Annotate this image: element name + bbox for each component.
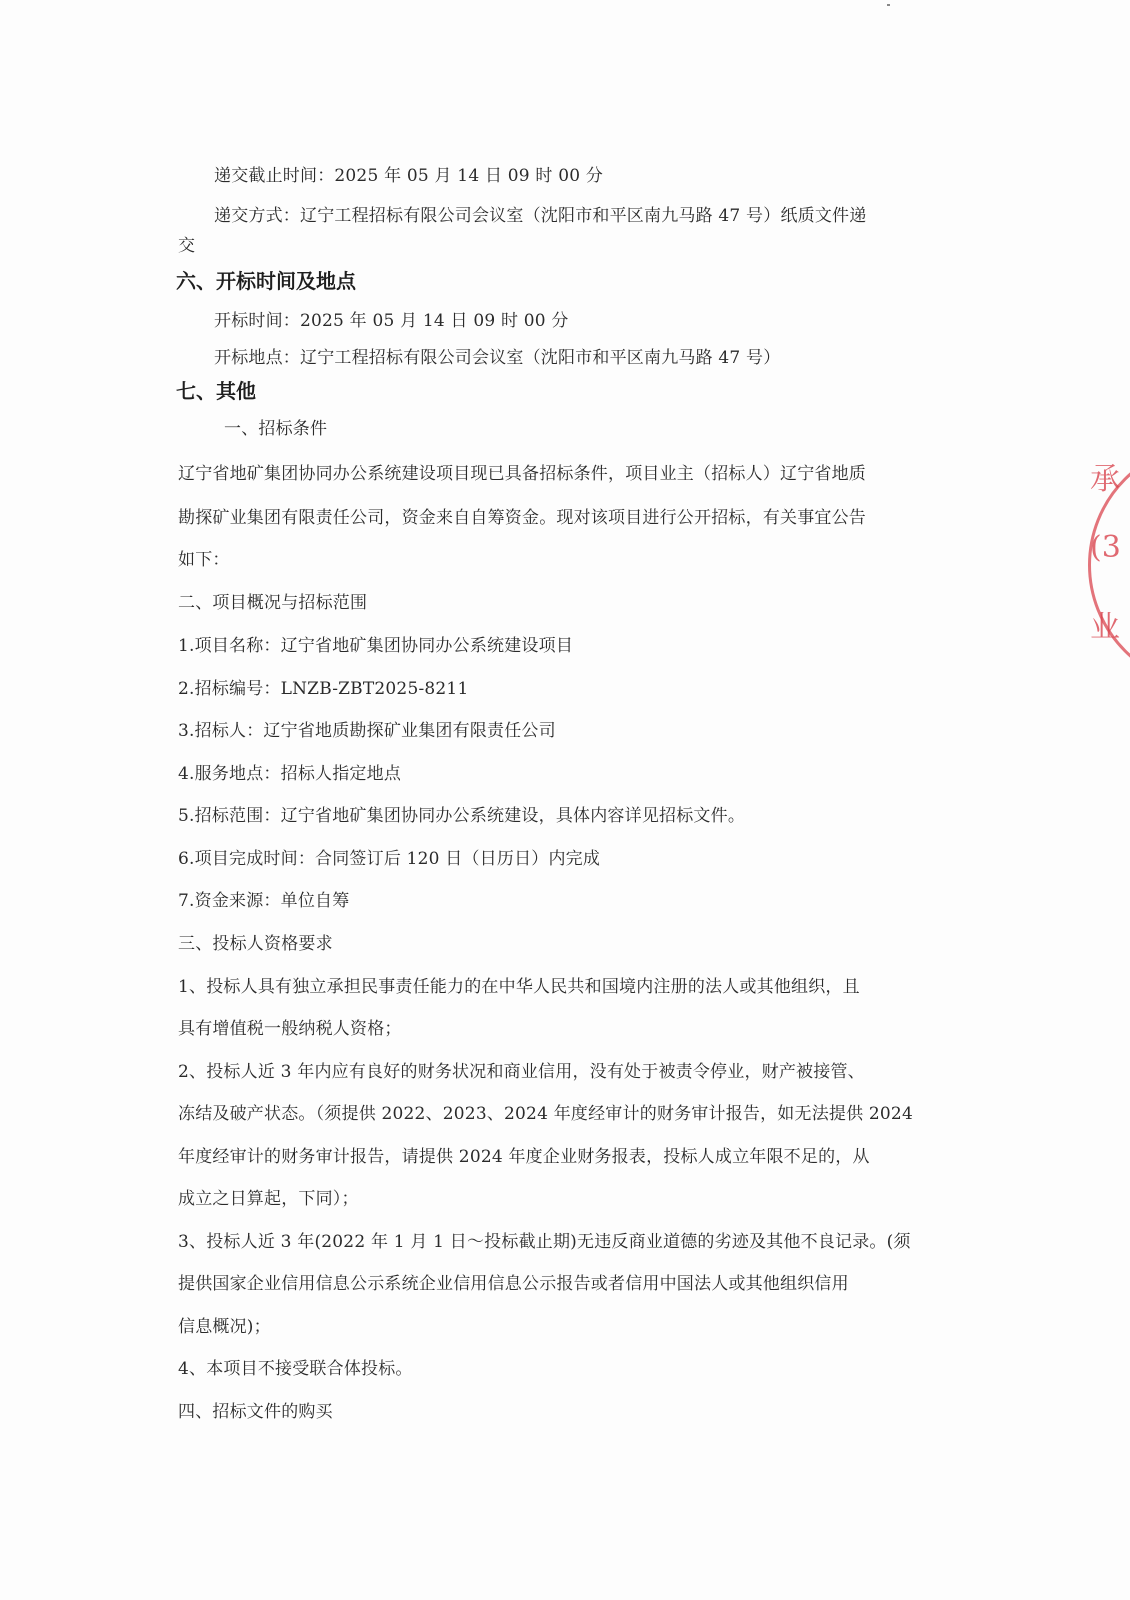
project-name: 1.项目名称：辽宁省地矿集团协同办公系统建设项目: [178, 636, 574, 656]
paragraph-line: 冻结及破产状态。（须提供 2022、2023、2024 年度经审计的财务审计报告，如无法提供 2024: [178, 1104, 913, 1124]
seal-text: 承: [1090, 462, 1120, 497]
paragraph-line: 信息概况)；: [178, 1317, 271, 1337]
seal-text: 业: [1090, 610, 1120, 645]
paragraph-line: 3、投标人近 3 年(2022 年 1 月 1 日～投标截止期)无违反商业道德的劣迹及其他不良记录。(须: [178, 1232, 911, 1252]
subheading-project-overview: 二、项目概况与招标范围: [178, 593, 368, 613]
subheading-document-purchase: 四、招标文件的购买: [178, 1402, 333, 1422]
tenderer: 3.招标人：辽宁省地质勘探矿业集团有限责任公司: [178, 721, 556, 741]
paragraph-line: 提供国家企业信用信息公示系统企业信用信息公示报告或者信用中国法人或其他组织信用: [178, 1274, 849, 1294]
paragraph-line: 2、投标人近 3 年内应有良好的财务状况和商业信用，没有处于被责令停业，财产被接管、: [178, 1062, 865, 1082]
section-heading-6: 六、开标时间及地点: [176, 269, 356, 293]
tender-scope: 5.招标范围：辽宁省地矿集团协同办公系统建设，具体内容详见招标文件。: [178, 806, 746, 826]
tender-number: 2.招标编号：LNZB-ZBT2025-8211: [178, 679, 469, 699]
paragraph-line: 勘探矿业集团有限责任公司，资金来自自筹资金。现对该项目进行公开招标，有关事宜公告: [178, 508, 866, 528]
paragraph-line: 成立之日算起，下同）；: [178, 1189, 359, 1209]
completion-time: 6.项目完成时间：合同签订后 120 日（日历日）内完成: [178, 849, 601, 869]
seal-text: (3: [1090, 530, 1121, 565]
paragraph-line: 年度经审计的财务审计报告，请提供 2024 年度企业财务报表，投标人成立年限不足的，从: [178, 1147, 870, 1167]
opening-time: 开标时间：2025 年 05 月 14 日 09 时 00 分: [214, 311, 569, 331]
section-heading-7: 七、其他: [176, 379, 256, 403]
opening-location: 开标地点：辽宁工程招标有限公司会议室（沈阳市和平区南九马路 47 号）: [214, 348, 781, 368]
submission-method: 递交方式：辽宁工程招标有限公司会议室（沈阳市和平区南九马路 47 号）纸质文件递: [214, 206, 867, 226]
paragraph-line: 具有增值税一般纳税人资格；: [178, 1019, 402, 1039]
funding-source: 7.资金来源：单位自筹: [178, 891, 350, 911]
paragraph-line: 如下：: [178, 550, 230, 570]
scan-speck: [887, 4, 890, 6]
paragraph-line: 1、投标人具有独立承担民事责任能力的在中华人民共和国境内注册的法人或其他组织，且: [178, 977, 860, 997]
subheading-qualifications: 三、投标人资格要求: [178, 934, 333, 954]
subheading-tender-conditions: 一、招标条件: [224, 419, 328, 439]
paragraph-line: 4、本项目不接受联合体投标。: [178, 1359, 413, 1379]
submission-method-cont: 交: [178, 236, 196, 256]
official-seal-stamp: [1084, 442, 1130, 680]
service-location: 4.服务地点：招标人指定地点: [178, 764, 402, 784]
submission-deadline: 递交截止时间：2025 年 05 月 14 日 09 时 00 分: [214, 166, 604, 186]
paragraph-line: 辽宁省地矿集团协同办公系统建设项目现已具备招标条件，项目业主（招标人）辽宁省地质: [178, 464, 866, 484]
